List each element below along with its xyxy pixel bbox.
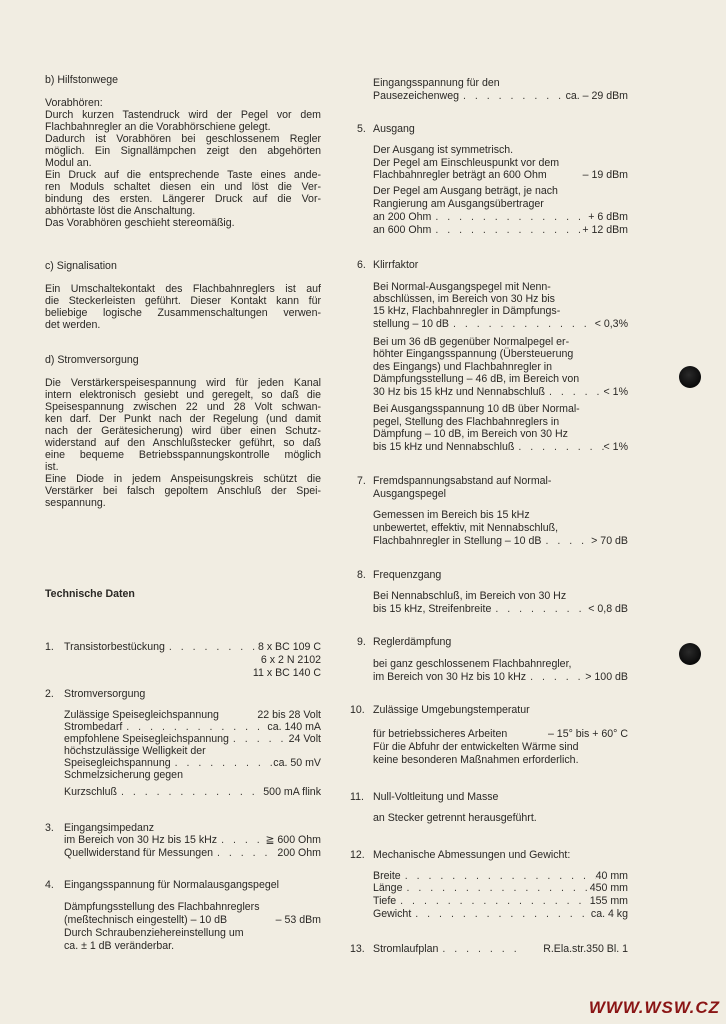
text-line: beliebige logische Zusammenschaltungen verwen- <box>45 307 321 319</box>
dot-leader <box>459 90 566 102</box>
row-label: Schmelzsicherung gegen <box>64 769 183 781</box>
item-title: Fremdspannungsabstand auf Normal- <box>373 475 552 487</box>
row-value: 8 x BC 109 C <box>257 641 321 653</box>
spec-row <box>373 882 628 894</box>
row-value: < 0,3% <box>594 318 628 330</box>
text-line: abhörtaste löst die Anschaltung. <box>45 205 196 217</box>
text-line: intern elektronisch gesiebt und geregelt, so daß die <box>45 389 321 401</box>
row-value: 22 bis 28 Volt <box>257 709 321 721</box>
item-number: 4. <box>45 879 54 891</box>
text-line: ken darf. Der Punkt nach der Regelung (und damit <box>45 413 321 425</box>
row-value: < 1% <box>603 386 628 398</box>
dot-leader <box>449 318 595 330</box>
vorabhoeren-subheading: Vorabhören: <box>45 97 103 109</box>
row-label: im Bereich von 30 Hz bis 10 kHz <box>373 671 527 683</box>
row-label: unbewertet, effektiv, mit Nennabschluß, <box>373 522 559 534</box>
text-line: widerstand auf den Anschlußstecker geführt, so daß <box>45 437 321 449</box>
dot-leader <box>514 441 603 453</box>
row-label: Der Ausgang ist symmetrisch. <box>373 144 514 156</box>
row-label: Bei Normal-Ausgangspegel mit Nenn- <box>373 281 551 293</box>
text-line: Durch kurzen Tastendruck wird der Pegel vor dem <box>45 109 321 121</box>
row-value: 6 x 2 N 2102 <box>260 654 321 666</box>
text-line: Ein Umschaltekontakt des Flachbahnreglers ist auf <box>45 283 321 295</box>
row-label: Bei Nennabschluß, im Bereich von 30 Hz <box>373 590 567 602</box>
spec-row <box>64 786 321 798</box>
text-line: sespannung. <box>45 497 106 509</box>
row-value: 500 mA flink <box>263 786 321 798</box>
row-label: 15 kHz, Flachbahnregler in Dämpfungs- <box>373 305 561 317</box>
row-label: Dämpfungsstellung – 46 dB, im Bereich von <box>373 373 580 385</box>
dot-leader <box>431 224 582 236</box>
row-label: Quellwiderstand für Messungen <box>64 847 213 859</box>
row-label: Eingangsspannung für den <box>373 77 500 89</box>
text-line: nach der Gerätesicherung) wird über einen Schutz- <box>45 425 321 437</box>
dot-leader <box>545 386 604 398</box>
item-title: Eingangsspannung für Normalausgangspegel <box>64 879 279 891</box>
row-value: R.Ela.str.350 Bl. 1 <box>543 943 628 955</box>
item-title: Frequenzgang <box>373 569 442 581</box>
row-label: an Stecker getrennt herausgeführt. <box>373 812 537 824</box>
row-label: Rangierung am Ausgangsübertrager <box>373 198 544 210</box>
spec-row <box>373 169 628 181</box>
item-title: Reglerdämpfung <box>373 636 452 648</box>
spec-row <box>373 943 628 955</box>
row-label: Speisegleichspannung <box>64 757 171 769</box>
dot-leader <box>541 535 591 547</box>
dot-leader <box>402 882 589 894</box>
hilfstonwege-heading: b) Hilfstonwege <box>45 74 119 86</box>
row-value: 450 mm <box>589 882 628 894</box>
row-label: für betriebssicheres Arbeiten <box>373 728 508 740</box>
text-line: det werden. <box>45 319 101 331</box>
spec-row <box>373 535 628 547</box>
spec-row <box>64 757 321 769</box>
row-label: Kurzschluß <box>64 786 117 798</box>
row-label: Für die Abfuhr der entwickelten Wärme sind <box>373 741 579 753</box>
text-line: möglich. Ein Signallämpchen zeigt den abgehörten <box>45 145 321 157</box>
spec-row <box>373 870 628 882</box>
row-label: an 200 Ohm <box>373 211 432 223</box>
item-number: 2. <box>45 688 54 700</box>
row-label: höchstzulässige Welligkeit der <box>64 745 206 757</box>
item-title: Mechanische Abmessungen und Gewicht: <box>373 849 571 861</box>
item-number: 11. <box>350 791 364 803</box>
spec-row <box>373 386 628 398</box>
text-line: Dadurch ist Vorabhören bei geschlossenem Regler <box>45 133 321 145</box>
item-number: 6. <box>357 259 366 271</box>
item-number: 8. <box>357 569 366 581</box>
stromversorgung-heading: d) Stromversorgung <box>45 354 139 366</box>
dot-leader <box>229 733 289 745</box>
row-label: Gemessen im Bereich bis 15 kHz <box>373 509 530 521</box>
spec-row <box>64 847 321 859</box>
item-title: Zulässige Umgebungstemperatur <box>373 704 530 716</box>
row-value: + 12 dBm <box>582 224 628 236</box>
row-value: ca. 50 mV <box>273 757 321 769</box>
dot-leader <box>431 211 588 223</box>
row-value: > 70 dB <box>591 535 628 547</box>
item-title: Null-Voltleitung und Masse <box>373 791 499 803</box>
dot-leader <box>401 870 596 882</box>
row-label: Breite <box>373 870 401 882</box>
signalisation-paragraph <box>45 283 321 331</box>
row-label: pegel, Stellung des Flachbahnreglers in <box>373 416 560 428</box>
spec-row <box>373 728 628 740</box>
row-label: Zulässige Speisegleichspannung <box>64 709 219 721</box>
spec-row <box>373 318 628 330</box>
row-label: Gewicht <box>373 908 412 920</box>
item-title: Ausgangspegel <box>373 488 447 500</box>
row-value: < 0,8 dB <box>588 603 628 615</box>
row-value: 40 mm <box>595 870 628 882</box>
item-number: 12. <box>350 849 365 861</box>
row-label: bis 15 kHz und Nennabschluß <box>373 441 515 453</box>
item-title: Klirrfaktor <box>373 259 419 271</box>
dot-leader <box>122 721 267 733</box>
row-label: an 600 Ohm <box>373 224 432 236</box>
item-title: Ausgang <box>373 123 415 135</box>
row-value: ca. 4 kg <box>590 908 628 920</box>
row-label: keine besonderen Maßnahmen erforderlich. <box>373 754 579 766</box>
row-value: 155 mm <box>589 895 628 907</box>
item-number: 1. <box>45 641 54 653</box>
row-value: – 19 dBm <box>582 169 628 181</box>
dot-leader <box>171 757 274 769</box>
row-label: (meßtechnisch eingestellt) – 10 dB <box>64 914 228 926</box>
row-label: Pausezeichenweg <box>373 90 459 102</box>
row-label: bei ganz geschlossenem Flachbahnregler, <box>373 658 572 670</box>
row-label: Dämpfung – 10 dB, im Bereich von 30 Hz <box>373 428 568 440</box>
row-label: Bei um 36 dB gegenüber Normalpegel er- <box>373 336 570 348</box>
item-number: 5. <box>357 123 366 135</box>
item-number: 3. <box>45 822 54 834</box>
row-label: Transistorbestückung <box>64 641 165 653</box>
dot-leader <box>526 671 585 683</box>
spec-row <box>373 603 628 615</box>
hilfstonwege-paragraph <box>45 109 321 229</box>
text-line: Eine Diode in jedem Anspeisungskreis schützt die <box>45 473 321 485</box>
spec-row <box>373 224 628 236</box>
item-title: Stromversorgung <box>64 688 146 700</box>
dot-leader <box>396 895 590 907</box>
dot-leader <box>117 786 263 798</box>
dot-leader <box>491 603 588 615</box>
row-label: im Bereich von 30 Hz bis 15 kHz <box>64 834 218 846</box>
dot-leader <box>411 908 591 920</box>
transistor-row <box>64 641 321 653</box>
row-label: Der Pegel am Ausgang beträgt, je nach <box>373 185 558 197</box>
item-number: 9. <box>357 636 366 648</box>
row-value: 24 Volt <box>288 733 321 745</box>
spec-row <box>373 908 628 920</box>
item-number: 10. <box>350 704 365 716</box>
row-label: ca. ± 1 dB veränderbar. <box>64 940 175 952</box>
item-title: Eingangsimpedanz <box>64 822 155 834</box>
text-line: Speisespannung zwischen 22 und 28 Volt schwan- <box>45 401 321 413</box>
row-label: des Eingangs) und Flachbahnregler in <box>373 361 553 373</box>
row-label: Dämpfungsstellung des Flachbahnreglers <box>64 901 260 913</box>
row-label: Durch Schraubenziehereinstellung um <box>64 927 244 939</box>
row-label: Flachbahnregler beträgt an 600 Ohm <box>373 169 547 181</box>
dot-leader <box>438 943 516 955</box>
stromversorgung-paragraph <box>45 377 321 509</box>
text-line: Modul an. <box>45 157 92 169</box>
row-label: empfohlene Speisegleichspannung <box>64 733 229 745</box>
row-value: ca. – 29 dBm <box>565 90 628 102</box>
row-value: > 100 dB <box>585 671 628 683</box>
row-value: 11 x BC 140 C <box>252 667 321 679</box>
spec-row <box>64 914 321 926</box>
row-label: Flachbahnregler in Stellung – 10 dB <box>373 535 542 547</box>
row-value: + 6 dBm <box>588 211 628 223</box>
item-number: 13. <box>350 943 365 955</box>
spec-row <box>64 834 321 846</box>
dot-leader <box>217 834 266 846</box>
row-label: Bei Ausgangsspannung 10 dB über Normal- <box>373 403 580 415</box>
row-value: – 53 dBm <box>275 914 321 926</box>
text-line: Die Verstärkerspeisespannung wird für jeden Kanal <box>45 377 321 389</box>
row-label: Länge <box>373 882 403 894</box>
text-line: eine bequeme Betriebsspannungskontrolle möglich <box>45 449 321 461</box>
punch-hole-icon <box>679 643 701 665</box>
text-line: Verstärker bei falsch gepoltem Anschluß der Spei- <box>45 485 321 497</box>
technische-daten-title: Technische Daten <box>45 588 135 600</box>
row-label: Der Pegel am Einschleuspunkt vor dem <box>373 157 560 169</box>
row-value: ≧ 600 Ohm <box>265 834 321 846</box>
spec-row <box>373 441 628 453</box>
row-label: 30 Hz bis 15 kHz und Nennabschluß <box>373 386 545 398</box>
spec-row <box>373 211 628 223</box>
item-number: 7. <box>357 475 366 487</box>
row-value: ca. 140 mA <box>267 721 321 733</box>
row-label: Stromlaufplan <box>373 943 439 955</box>
row-label: bis 15 kHz, Streifenbreite <box>373 603 492 615</box>
spec-row <box>373 895 628 907</box>
text-line: die Steckerleisten geführt. Dieser Kontakt kann für <box>45 295 321 307</box>
spec-row <box>64 709 321 721</box>
text-line: Das Vorabhören geschieht stereomäßig. <box>45 217 235 229</box>
spec-row <box>373 671 628 683</box>
text-line: Ein Druck auf die entsprechende Taste eines ande- <box>45 169 321 181</box>
row-label: Tiefe <box>373 895 397 907</box>
text-line: bindung des ersten. Längerer Druck auf die Vor- <box>45 193 321 205</box>
row-value: – 15° bis + 60° C <box>547 728 628 740</box>
row-label: stellung – 10 dB <box>373 318 449 330</box>
row-label: höhter Eingangsspannung (Übersteuerung <box>373 348 574 360</box>
text-line: ren Moduls schaltet diesen ein und löst die Ver- <box>45 181 321 193</box>
watermark: WWW.WSW.CZ <box>588 998 720 1017</box>
spec-row <box>64 721 321 733</box>
row-value: 200 Ohm <box>277 847 321 859</box>
text-line: Flachbahnregler an die Vorabhörschiene gelegt. <box>45 121 271 133</box>
row-value: < 1% <box>603 441 628 453</box>
text-line: ist. <box>45 461 59 473</box>
dot-leader <box>213 847 277 859</box>
dot-leader <box>165 641 258 653</box>
signalisation-heading: c) Signalisation <box>45 260 117 272</box>
punch-hole-icon <box>679 366 701 388</box>
row-label: abschlüssen, im Bereich von 30 Hz bis <box>373 293 555 305</box>
row-label: Strombedarf <box>64 721 123 733</box>
spec-row <box>373 90 628 102</box>
spec-row <box>64 733 321 745</box>
